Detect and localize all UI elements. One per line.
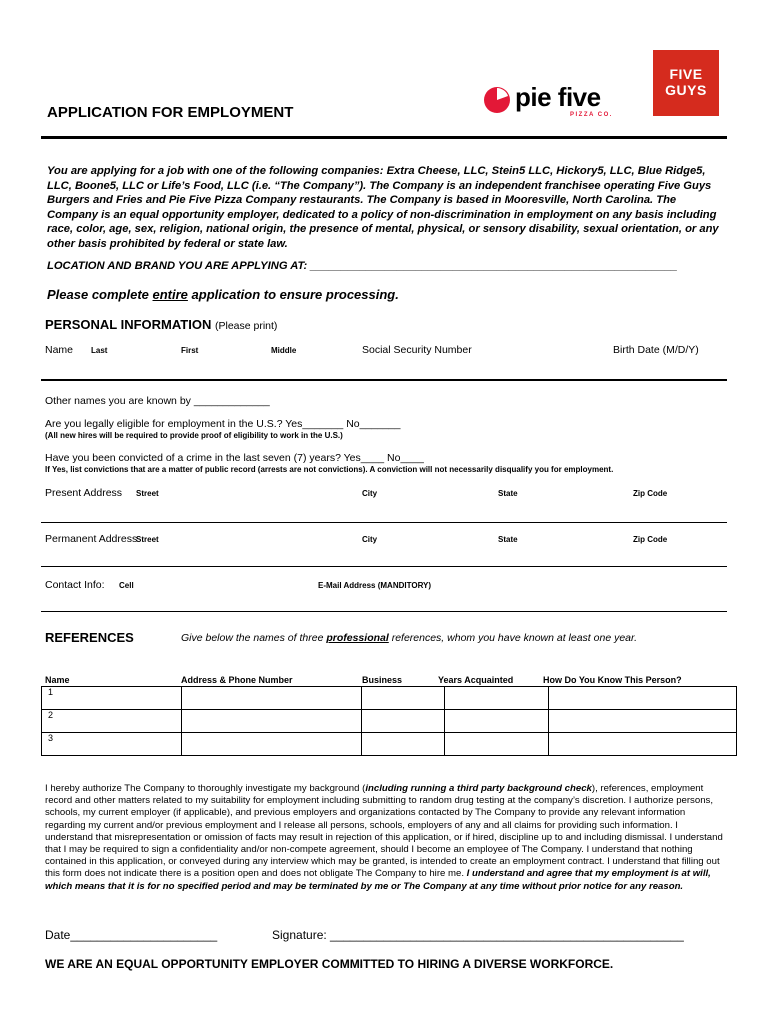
reference-cell[interactable] (549, 733, 737, 756)
row-number[interactable]: 3 (42, 733, 182, 756)
col-address-phone: Address & Phone Number (181, 675, 293, 685)
complete-instruction (47, 287, 399, 302)
auth-p1: I hereby authorize The Company to thoroughly investigate my background ( (45, 783, 366, 794)
middle-name-label: Middle (271, 346, 297, 355)
permanent-address-line[interactable] (41, 566, 727, 567)
email-label: E-Mail Address (MANDITORY) (318, 581, 432, 590)
eligibility-question[interactable]: Are you legally eligible for employment in the U.S.? Yes_______ No_______ (45, 418, 401, 430)
reference-cell[interactable] (362, 687, 445, 710)
row-number[interactable]: 1 (42, 687, 182, 710)
present-address-line[interactable] (41, 522, 727, 523)
five-guys-logo (653, 50, 719, 116)
pie-five-subtitle: PIZZA CO. (570, 112, 613, 118)
permanent-state-label: State (498, 535, 518, 544)
references-table (41, 686, 737, 756)
reference-cell[interactable] (182, 710, 362, 733)
table-row (42, 733, 737, 756)
name-field-line[interactable] (41, 379, 727, 381)
permanent-zip-label: Zip Code (633, 535, 668, 544)
reference-cell[interactable] (445, 687, 549, 710)
birth-date-label: Birth Date (M/D/Y) (613, 344, 699, 356)
pie-five-logo (484, 82, 614, 123)
permanent-street-label: Street (136, 535, 159, 544)
present-state-label: State (498, 489, 518, 498)
other-names-field[interactable]: Other names you are known by _____________ (45, 395, 270, 407)
ssn-label: Social Security Number (362, 344, 472, 356)
table-row (42, 687, 737, 710)
five-guys-line1: FIVE (669, 66, 703, 82)
eligibility-note: (All new hires will be required to provide proof of eligibility to work in the U.S.) (45, 431, 343, 440)
table-row (42, 710, 737, 733)
signature-field[interactable]: Signature: _____________________________________________________ (272, 928, 684, 942)
reference-cell[interactable] (549, 710, 737, 733)
reference-cell[interactable] (445, 733, 549, 756)
five-guys-line2: GUYS (665, 82, 707, 98)
page-title: APPLICATION FOR EMPLOYMENT (47, 104, 294, 121)
col-how-know: How Do You Know This Person? (543, 675, 682, 685)
permanent-city-label: City (362, 535, 378, 544)
present-street-label: Street (136, 489, 159, 498)
reference-cell[interactable] (182, 733, 362, 756)
please-pre: Please complete (47, 287, 153, 302)
permanent-address-label: Permanent Address (45, 533, 138, 545)
cell-label: Cell (119, 581, 134, 590)
eeo-footer: WE ARE AN EQUAL OPPORTUNITY EMPLOYER COMMITTED TO HIRING A DIVERSE WORKFORCE. (45, 957, 614, 971)
please-emph: entire (152, 287, 188, 302)
auth-p2: ), references, employment record and other matters related to my suitability for employment including submitting to random drug testing at the company’s discretion. I authorize persons, schools, my current employer (if applicable), and previous employers and organizations contacted by The Company to provide any relevant information regarding my current and/or previous employment and I release all persons, schools, employers of any and all claims for providing such information. I understand that misrepresentation or omission of facts may result in rejection of this application, or if hired, discipline up to and including dismissal. I understand that I may be required to sign a confidentiality and/or non-compete agreement, should I become an employee of The Company. I understand that nothing contained in this application, or conveyed during any interview which may be granted, is intended to create an employment contract. I understand that filling out this form does not indicate there is a position open and does not obligate The Company to hire me. (45, 783, 723, 880)
personal-note: (Please print) (214, 320, 278, 332)
col-years: Years Acquainted (438, 675, 514, 685)
col-name: Name (45, 675, 70, 685)
crime-question[interactable]: Have you been convicted of a crime in the last seven (7) years? Yes____ No____ (45, 452, 424, 464)
header-divider (41, 136, 727, 139)
authorization-paragraph (45, 783, 727, 893)
pie-slice-icon (484, 87, 510, 113)
reference-cell[interactable] (182, 687, 362, 710)
date-field[interactable]: Date______________________ (45, 928, 218, 942)
reference-cell[interactable] (549, 687, 737, 710)
first-name-label: First (181, 346, 199, 355)
please-post: application to ensure processing. (187, 287, 399, 302)
pie-five-wordmark: pie five (515, 82, 601, 112)
references-desc-post: references, whom you have known at least one year. (388, 632, 638, 644)
reference-cell[interactable] (362, 733, 445, 756)
reference-cell[interactable] (445, 710, 549, 733)
personal-info-heading (45, 317, 277, 332)
references-heading: REFERENCES (45, 630, 134, 645)
reference-cell[interactable] (362, 710, 445, 733)
auth-p1-emph: including running a third party background check (365, 783, 592, 794)
name-label: Name (45, 344, 74, 356)
last-name-label: Last (91, 346, 108, 355)
contact-info-label: Contact Info: (45, 579, 105, 591)
references-desc-pre: Give below the names of three (181, 632, 327, 644)
present-zip-label: Zip Code (633, 489, 668, 498)
contact-line[interactable] (41, 611, 727, 612)
auth-p3-emph: I understand and agree that my employment is at will, which means that it is for no specified period and may be terminated by me or The Company at any time without prior notice for any reason. (45, 868, 711, 892)
present-address-label: Present Address (45, 487, 123, 499)
personal-title: PERSONAL INFORMATION (45, 317, 212, 332)
present-city-label: City (362, 489, 378, 498)
references-description (181, 632, 637, 644)
location-field[interactable]: LOCATION AND BRAND YOU ARE APPLYING AT: ___________________________________________________________ (47, 260, 678, 272)
crime-note: If Yes, list convictions that are a matter of public record (arrests are not convictions). A conviction will not necessarily disqualify you for employment. (45, 465, 614, 474)
col-business: Business (362, 675, 403, 685)
intro-paragraph: You are applying for a job with one of the following companies: Extra Cheese, LLC, Stein5 LLC, Hickory5, LLC, Blue Ridge5, LLC, Boone5, LLC or Life’s Food, LLC (i.e. “The Company”). The Company is an independent franchisee operating Five Guys Burgers and Fries and Pie Five Pizza Company restaurants. The Company is based in Mooresville, North Carolina. The Company is an equal opportunity employer, dedicated to a policy of non-discrimination in employment on any basis including race, color, age, sex, religion, national origin, the presence of mental, physical, or sensory disability, sexual orientation, or any other basis prohibited by federal or state law. (47, 165, 719, 250)
references-desc-emph: professional (326, 632, 389, 644)
row-number[interactable]: 2 (42, 710, 182, 733)
